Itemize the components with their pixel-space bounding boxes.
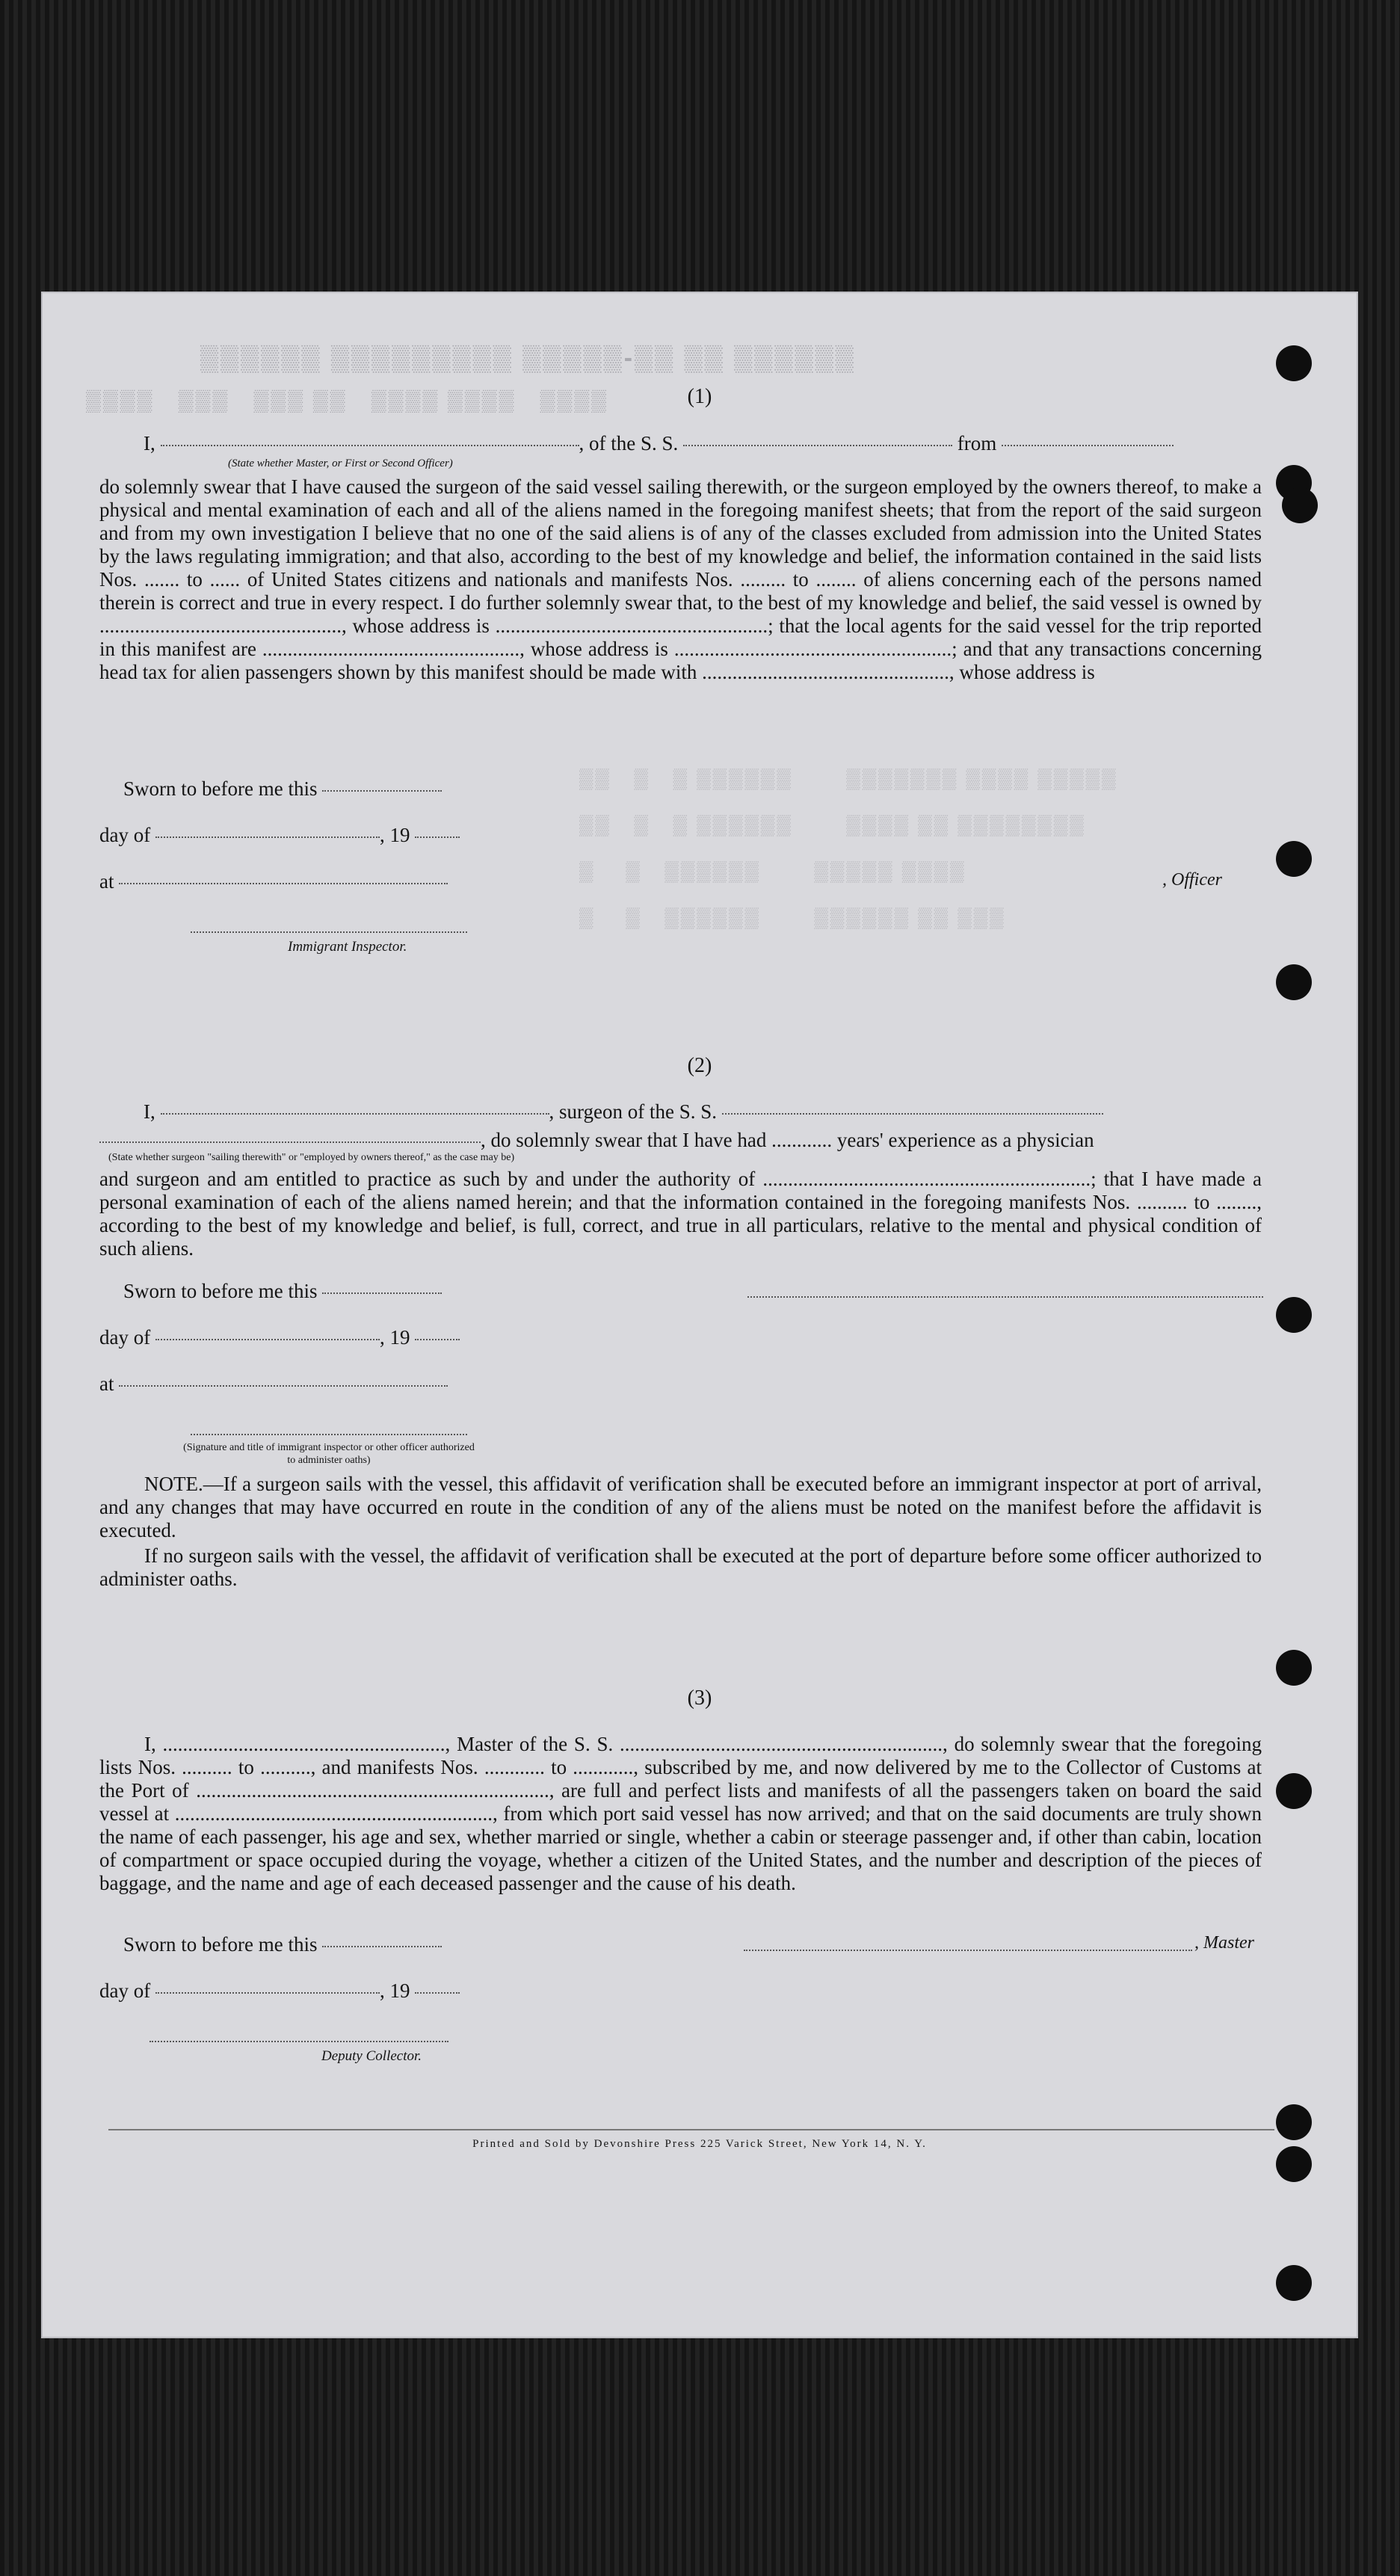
from-port-field[interactable] [1002,445,1174,446]
section-1-body: do solemnly swear that I have caused the surgeon of the said vessel sailing therewith, or the surgeon employed by the owners thereof, to make a physical and mental examination of each and all of the aliens named in the foregoing manifest sheets; that from the report of the said surgeon and from my own investigation I believe that no one of the said aliens is of any of the classes excluded from admission into the United States by the laws regulating immigration; and that also, according to the best of my knowledge and belief, the information contained in the said lists Nos. ....... to ...... of United States citizens and nationals and manifests Nos. ......... to ........ of aliens concerning each of the persons named therein is correct and true in every respect. I do further solemnly swear that, to the best of my knowledge and belief, the said vessel is owned by ................................................, whose address is ......................................................; that the local agents for the said vessel for the trip reported in this manifest are ..................................................., whose address is .......................................................; and that any transactions concerning head tax for alien passengers shown by this manifest should be made with ................................................., whose address is [99,475,1262,683]
surgeon-status-caption: (State whether surgeon "sailing therewith" or "employed by owners thereof," as the case may be) [108,1152,515,1163]
at-field-2[interactable] [119,1385,448,1387]
binder-hole [1276,345,1312,381]
year-field-2[interactable] [415,1339,460,1340]
surgeon-note-2: If no surgeon sails with the vessel, the affidavit of verification shall be executed at the port of departure before some officer authorized to administer oaths. [99,1544,1262,1590]
sworn-line-2: Sworn to before me this [123,1280,442,1303]
surgeon-status-field[interactable] [99,1141,481,1143]
printer-footer: Printed and Sold by Devonshire Press 225 Varick Street, New York 14, N. Y. [472,2138,927,2150]
oath-officer-caption: (Signature and title of immigrant inspector or other officer authorized to administer oaths) [183,1442,475,1466]
surgeon-name-field[interactable] [161,1113,549,1115]
year-field-1[interactable] [415,836,460,838]
section-1-number: (1) [687,385,712,408]
day-of-line-1: day of , 19 [99,824,460,847]
manifest-verification-page [41,292,1358,2338]
binder-hole [1276,2265,1312,2301]
binder-hole [1276,964,1312,1000]
bleed-through-text-2: ▒▒▒▒ ▒▒▒ ▒▒▒ ▒▒ ▒▒▒▒ ▒▒▒▒ ▒▒▒▒ [86,389,609,412]
section-2-body: and surgeon and am entitled to practice as such by and under the authority of .................................................................; that I have made a personal examination of each of the aliens named herein; and that the information contained in the foregoing manifests Nos. .......... to ........, according to the best of my knowledge and belief, is full, correct, and true in all particulars, relative to the mental and physical condition of such aliens. [99,1168,1262,1260]
binder-hole [1276,1297,1312,1333]
surgeon-signature-line[interactable] [747,1296,1263,1298]
day-of-line-3: day of , 19 [99,1979,460,2003]
binder-hole [1282,487,1318,523]
bleed-through-text: ▒▒▒▒▒▒ ▒▒ ▒▒-▒▒▒▒▒ ▒▒▒▒▒▒▒▒▒ ▒▒▒▒▒▒ [198,344,854,372]
surgeon-note: NOTE.—If a surgeon sails with the vessel, this affidavit of verification shall be executed before an immigrant inspector at port of arrival, and any changes that may have occurred en route in the condition of any of the aliens must be noted on the manifest before the affidavit is executed. [99,1473,1262,1541]
officer-caption: (State whether Master, or First or Second Officer) [228,457,453,469]
sworn-date-field-3[interactable] [322,1946,442,1947]
officer-name-line: I, , of the S. S. from [144,432,1174,455]
collector-signature-line[interactable] [149,2041,448,2042]
collector-caption: Deputy Collector. [321,2048,422,2064]
section-3-number: (3) [687,1686,712,1710]
binder-hole [1276,2146,1312,2182]
sworn-date-field-2[interactable] [322,1292,442,1294]
surgeon-ship-field[interactable] [722,1113,1103,1115]
officer-oath-signature-line[interactable] [191,1434,467,1435]
section-2-number: (2) [687,1054,712,1077]
officer-name-field[interactable] [161,445,579,446]
at-line-1: at [99,870,448,893]
officer-signature-label: , Officer [1162,870,1222,890]
sworn-date-field-1[interactable] [322,790,442,792]
inspector-signature-line[interactable] [191,931,467,933]
bleed-through-rows: ▒▒ ▒ ▒ ▒▒▒▒▒▒ ▒▒▒▒▒▒▒ ▒▒▒▒ ▒▒▒▒▒ ▒▒ ▒ ▒ ▒▒▒▒▒▒ ▒▒▒▒ ▒▒ ▒▒▒▒▒▒▒▒ ▒ ▒ ▒▒▒▒▒▒ ▒▒▒▒▒ ▒▒▒▒ ▒ ▒ ▒▒▒▒▒▒ ▒▒▒▒▒▒ ▒▒ ▒▒▒ [579,767,1118,928]
binder-hole [1276,1650,1312,1686]
day-of-line-2: day of , 19 [99,1326,460,1349]
footer-rule [108,2129,1274,2130]
at-line-2: at [99,1372,448,1396]
surgeon-experience-line: , do solemnly swear that I have had ............ years' experience as a physician [99,1129,1094,1152]
ship-name-field[interactable] [683,445,952,446]
year-field-3[interactable] [415,1992,460,1994]
sworn-line-1: Sworn to before me this [123,777,442,801]
sworn-line-3: Sworn to before me this [123,1933,442,1956]
day-of-field-1[interactable] [155,836,380,838]
binder-hole [1276,2104,1312,2140]
section-3-body: I, ........................................................, Master of the S. S. ................................................................, do solemnly swear that the foregoing lists Nos. .......... to .........., and manifests Nos. ............ to ............, subscribed by me, and now delivered by me to the Collector of Customs at the Port of ......................................................................, are full and perfect lists and manifests of all the passengers taken on board the said vessel at ..............................................................., from which port said vessel has now arrived; and that on the said documents are truly shown the name of each passenger, his age and sex, whether married or single, whether a cabin or steerage passenger and, if other than cabin, location of compartment or space occupied during the voyage, whether a citizen of the United States, and the number and description of the pieces of baggage, and the name and age of each deceased passenger and the cause of his death. [99,1733,1262,1894]
day-of-field-3[interactable] [155,1992,380,1994]
binder-hole [1276,1773,1312,1809]
surgeon-name-line: I, , surgeon of the S. S. [144,1100,1103,1124]
master-signature-line[interactable] [744,1950,1192,1951]
binder-hole [1276,841,1312,877]
at-field-1[interactable] [119,883,448,884]
master-label: , Master [1194,1933,1254,1953]
inspector-caption: Immigrant Inspector. [288,939,407,955]
day-of-field-2[interactable] [155,1339,380,1340]
